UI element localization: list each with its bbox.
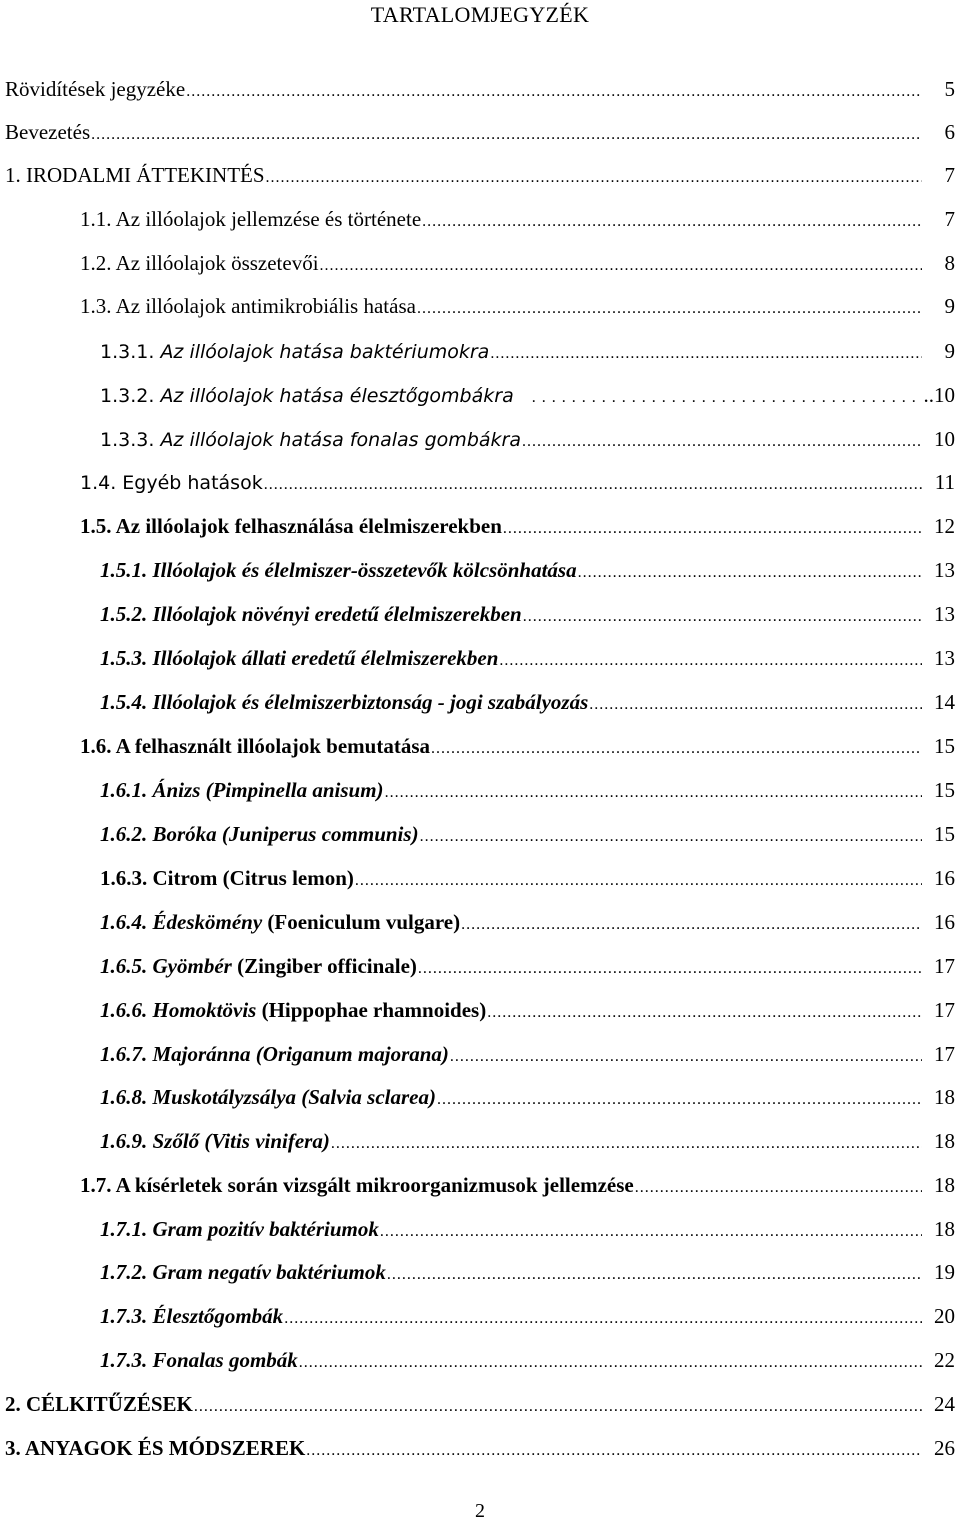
dot-leader [266,163,922,193]
dot-leader [417,294,922,324]
toc-entry-1-5-2[interactable]: 1.5.2. Illóolajok növényi eredetű élelmiszerekben ..... 13 [0,599,955,629]
toc-entry-1-5[interactable]: 1.5. Az illóolajok felhasználása élelmiszerekben ..... 12 [0,511,955,541]
dot-leader [380,1217,922,1247]
dot-leader [578,558,922,588]
toc-entry-1-6-3[interactable]: 1.6.3. Citrom (Citrus lemon) ..... 16 [0,863,955,893]
toc-title: TARTALOMJEGYZÉK [370,2,590,27]
toc-entry-1-5-4[interactable]: 1.5.4. Illóolajok és élelmiszerbiztonság - jogi szabályozás ..... 14 [0,687,955,717]
dot-leader [522,427,922,457]
dot-leader [635,1173,922,1203]
dot-leader [437,1085,922,1115]
toc-entry-1-7-3-yeasts[interactable]: 1.7.3. Élesztőgombák ..... 20 [0,1301,955,1331]
toc-entry-1-6-8[interactable]: 1.6.8. Muskotályzsálya (Salvia sclarea) ..... 18 [0,1082,955,1112]
dot-leader [387,1260,922,1290]
dot-leader [385,778,922,808]
dot-leader [503,514,922,544]
dot-leader [431,734,922,764]
toc-entry-1-2[interactable]: 1.2. Az illóolajok összetevői ..... 8 [0,248,955,278]
dot-leader [499,646,922,676]
dot-leader [420,822,922,852]
toc-entry-1-6-2[interactable]: 1.6.2. Boróka (Juniperus communis) ..... 15 [0,819,955,849]
dot-leader [422,207,922,237]
toc-entry-1-6-6[interactable]: 1.6.6. Homoktövis (Hippophae rhamnoides) ..... 17 [0,995,955,1025]
dot-leader [532,383,919,413]
toc-entry-1-6-1[interactable]: 1.6.1. Ánizs (Pimpinella anisum) ..... 15 [0,775,955,805]
dot-leader [523,602,922,632]
toc-entry-1-6-5[interactable]: 1.6.5. Gyömbér (Zingiber officinale) ..... 17 [0,951,955,981]
dot-leader [306,1436,922,1466]
toc-entry-chapter-1[interactable]: 1. IRODALMI ÁTTEKINTÉS ..... 7 [0,160,955,190]
dot-leader [264,470,922,500]
toc-entry-introduction[interactable]: Bevezetés ..... 6 [0,117,955,147]
toc-entry-chapter-3[interactable]: 3. ANYAGOK ÉS MÓDSZEREK ..... 26 [0,1433,955,1463]
toc-entry-1-3[interactable]: 1.3. Az illóolajok antimikrobiális hatása ..... 9 [0,291,955,321]
dot-leader [490,339,922,369]
dot-leader [186,77,922,107]
dot-leader [355,866,922,896]
dot-leader [91,120,922,150]
toc-entry-1-6-4[interactable]: 1.6.4. Édeskömény (Foeniculum vulgare) ..... 16 [0,907,955,937]
toc-entry-1-7-3-filamentous-fungi[interactable]: 1.7.3. Fonalas gombák ..... 22 [0,1345,955,1375]
toc-entry-1-6-7[interactable]: 1.6.7. Majoránna (Origanum majorana) ..... 17 [0,1039,955,1069]
dot-leader [418,954,922,984]
dot-leader [194,1392,922,1422]
dot-leader [589,690,922,720]
toc-entry-chapter-2[interactable]: 2. CÉLKITŰZÉSEK ..... 24 [0,1389,955,1419]
dot-leader [461,910,922,940]
toc-entry-1-6-9[interactable]: 1.6.9. Szőlő (Vitis vinifera) ..... 18 [0,1126,955,1156]
toc-entry-1-5-3[interactable]: 1.5.3. Illóolajok állati eredetű élelmiszerekben ..... 13 [0,643,955,673]
toc-entry-1-5-1[interactable]: 1.5.1. Illóolajok és élelmiszer-összetevők kölcsönhatása ..... 13 [0,555,955,585]
dot-leader [487,998,922,1028]
toc-entry-1-7[interactable]: 1.7. A kísérletek során vizsgált mikroorganizmusok jellemzése ..... 18 [0,1170,955,1200]
dot-leader [450,1042,922,1072]
toc-entry-abbreviations[interactable]: Rövidítések jegyzéke ..... 5 [0,74,955,104]
toc-entry-1-3-2[interactable]: 1.3.2. Az illóolajok hatása élesztőgombákra ..... ..10 [0,380,955,410]
toc-entry-1-4[interactable]: 1.4. Egyéb hatások ..... 11 [0,467,955,497]
toc-entry-1-3-1[interactable]: 1.3.1. Az illóolajok hatása baktériumokra ..... 9 [0,336,955,366]
dot-leader [320,251,922,281]
page-number: 2 [475,1500,485,1522]
toc-entry-1-7-2[interactable]: 1.7.2. Gram negatív baktériumok ..... 19 [0,1257,955,1287]
toc-entry-1-6[interactable]: 1.6. A felhasznált illóolajok bemutatása ..... 15 [0,731,955,761]
toc-entry-1-1[interactable]: 1.1. Az illóolajok jellemzése és története ..... 7 [0,204,955,234]
dot-leader [284,1304,922,1334]
toc-entry-1-7-1[interactable]: 1.7.1. Gram pozitív baktériumok ..... 18 [0,1214,955,1244]
dot-leader [331,1129,922,1159]
toc-entry-1-3-3[interactable]: 1.3.3. Az illóolajok hatása fonalas gombákra ..... 10 [0,424,955,454]
dot-leader [299,1348,922,1378]
